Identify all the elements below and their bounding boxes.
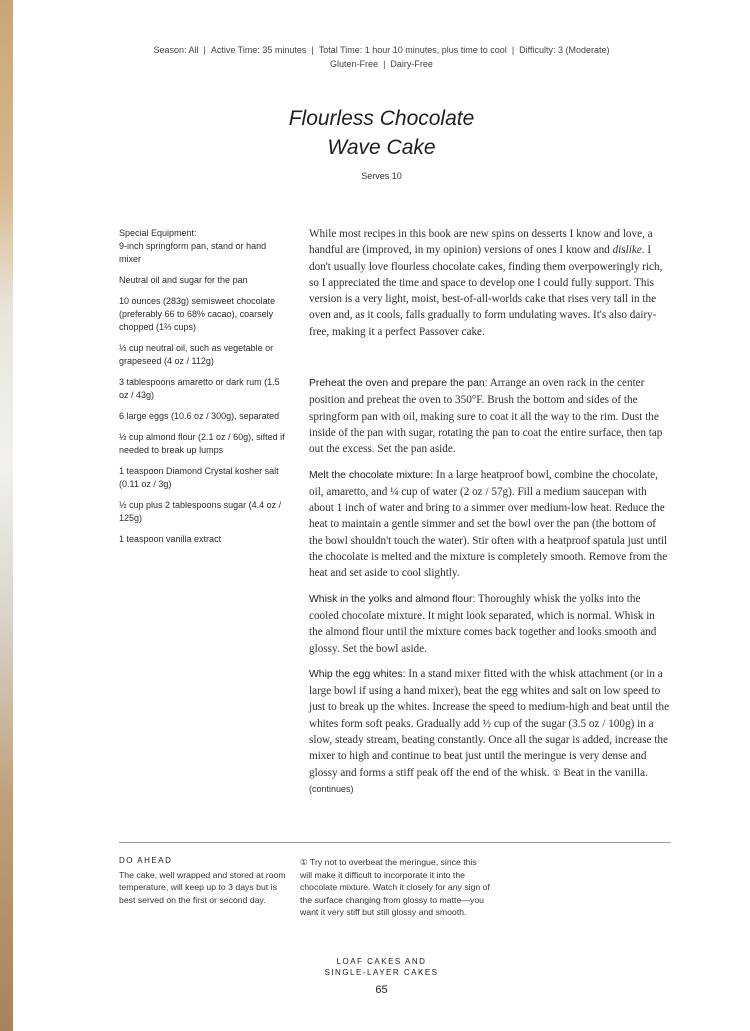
continues-label: (continues) xyxy=(309,783,354,794)
meta-active-time: Active Time: 35 minutes xyxy=(210,45,307,55)
ingredient-item xyxy=(119,410,289,423)
meta-total-time: Total Time: 1 hour 10 minutes, plus time to cool xyxy=(318,45,507,55)
step-melt xyxy=(309,467,671,582)
step-heading: Preheat the oven and prepare the pan: xyxy=(309,378,488,390)
step-text: Thoroughly whisk the yolks into the cooled chocolate mixture. It might look separated, which is normal. Whisk in the almond flour until the mixture comes back together and looks smooth and glossy. Set the bowl aside. xyxy=(309,592,657,655)
footnote-number: ① xyxy=(300,857,308,867)
ingredient-detail: (1.5 oz / 43g) xyxy=(119,377,280,400)
title-line-1: Flourless Chocolate xyxy=(288,107,475,130)
step-text: Arrange an oven rack in the center position and preheat the oven to 350°F. Brush the bottom and sides of the springform pan with oil, making sure to coat it all the way to the rim. Dust the inside of the pan with sugar, rotating the pan to coat the entire surface, then tap out the excess. Set the pan aside. xyxy=(309,377,663,456)
equipment-text: 9-inch springform pan, stand or hand mixer xyxy=(119,241,267,264)
intro-paragraph xyxy=(309,226,671,340)
ingredient-name: 3 tablespoons amaretto or dark rum xyxy=(119,377,262,387)
footnote-marker: ① xyxy=(552,767,561,778)
book-page xyxy=(13,0,750,1031)
meta-gluten-free: Gluten-Free xyxy=(330,59,379,69)
intro-italic: dislike xyxy=(612,244,642,257)
ingredient-item xyxy=(119,342,289,368)
meta-line-2 xyxy=(13,57,750,71)
intro-text: While most recipes in this book are new spins on desserts I know and love, a handful are (improved, in my opinion) versions of ones I know and xyxy=(309,228,653,257)
ingredient-name: 6 large eggs xyxy=(119,411,169,421)
footnote xyxy=(300,856,490,919)
ingredient-item xyxy=(119,274,289,287)
step-text: In a large heatproof bowl, combine the chocolate, oil, amaretto, and ¼ cup of water (2 oz / 57g). Fill a medium saucepan with about 1 inch of water and bring to a simmer over medium-low heat. Reduce the heat to maintain a gentle simmer and set the bowl over the pan (the bottom of the bowl shouldn't touch the water). Stir often with a heatproof spatula just until the chocolate is melted and the mixture is completely smooth. Remove from the heat and set aside to cool slightly. xyxy=(309,468,668,580)
recipe-meta xyxy=(13,43,750,71)
do-ahead xyxy=(119,855,289,906)
step-whip xyxy=(309,666,671,797)
ingredient-item xyxy=(119,295,289,334)
meta-separator: | xyxy=(383,59,386,69)
step-heading: Whip the egg whites: xyxy=(309,668,406,680)
method-column xyxy=(309,226,671,806)
ingredient-item xyxy=(119,431,289,457)
ingredient-item xyxy=(119,533,289,546)
title-line-2: Wave Cake xyxy=(327,136,436,159)
serves: Serves 10 xyxy=(361,171,402,181)
ingredient-name: ½ cup neutral oil, xyxy=(119,343,188,353)
do-ahead-text: The cake, well wrapped and stored at room temperature, will keep up to 3 days but is best served on the first or second day. xyxy=(119,869,286,905)
ingredient-detail: (2.1 oz / 60g), sifted if needed to break up lumps xyxy=(119,432,285,455)
meta-line-1 xyxy=(13,43,750,57)
meta-difficulty: Difficulty: 3 (Moderate) xyxy=(519,45,610,55)
meta-separator: | xyxy=(311,45,314,55)
equipment-label: Special Equipment: xyxy=(119,228,197,238)
meta-separator: | xyxy=(203,45,206,55)
ingredient-name: 1 teaspoon Diamond Crystal kosher salt xyxy=(119,466,279,476)
ingredient-name: 10 ounces (283g) semisweet chocolate xyxy=(119,296,276,306)
recipe-title xyxy=(13,104,750,162)
ingredient-detail: (10.6 oz / 300g), separated xyxy=(168,411,280,421)
ingredient-name: ½ cup almond flour xyxy=(119,432,196,442)
footnote-text: Try not to overbeat the meringue, since this will make it difficult to incorporate it into the chocolate mixture. Watch it closely for any sign of the surface changing from glossy to matte—you want it very stiff but still glossy and smooth. xyxy=(300,857,490,918)
section-line-1: LOAF CAKES AND xyxy=(336,957,427,966)
ingredient-item xyxy=(119,465,289,491)
do-ahead-label: DO AHEAD xyxy=(119,856,173,865)
meta-separator: | xyxy=(511,45,515,55)
step-heading: Whisk in the yolks and almond flour: xyxy=(309,593,476,605)
ingredient-name: 1 teaspoon vanilla extract xyxy=(119,534,222,544)
divider xyxy=(119,842,671,843)
section-line-2: SINGLE-LAYER CAKES xyxy=(324,968,439,977)
ingredient-detail: (preferably 66 to 68% cacao), coarsely chopped (1⅔ cups) xyxy=(119,309,274,332)
meta-season: Season: All xyxy=(153,45,199,55)
meta-dairy-free: Dairy-Free xyxy=(390,59,433,69)
ingredients-column xyxy=(119,227,289,554)
step-text: Beat in the vanilla. xyxy=(560,766,648,779)
step-heading: Melt the chocolate mixture: xyxy=(309,469,434,481)
intro-text: . I don't usually love flourless chocolate cakes, finding them overpoweringly rich, so I appreciated the time and space to develop one I could fully support. This version is a very light, moist, best-of-all-worlds cake that rises very tall in the oven and, as it cools, falls gradually to form undulating waves. It's also dairy-free, making it a perfect Passover cake. xyxy=(309,244,663,338)
ingredient-detail: (0.11 oz / 3g) xyxy=(119,479,172,489)
ingredient-item xyxy=(119,376,289,402)
ingredient-detail: (4.4 oz / 125g) xyxy=(119,500,282,523)
step-text: In a stand mixer fitted with the whisk attachment (or in a large bowl if using a hand mixer), beat the egg whites and salt on low speed to just to break up the whites. Increase the speed to medium-high and beat until the whites form soft peaks. Gradually add ½ cup of the sugar (3.5 oz / 100g) in a slow, steady stream, beating constantly. Once all the sugar is added, increase the mixer to high and continue to beat just until the meringue is very dense and glossy and forms a stiff peak off the end of the whisk. xyxy=(309,667,670,779)
ingredient-name: Neutral oil and sugar for the pan xyxy=(119,275,248,285)
photo-edge xyxy=(0,0,13,1031)
step-whisk xyxy=(309,591,671,657)
page-number: 65 xyxy=(375,984,388,996)
section-label xyxy=(13,956,750,978)
ingredient-detail: such as vegetable or grapeseed (4 oz / 112g) xyxy=(119,343,274,366)
ingredient-item xyxy=(119,499,289,525)
special-equipment xyxy=(119,227,289,266)
step-preheat xyxy=(309,375,671,457)
ingredient-name: ½ cup plus 2 tablespoons sugar xyxy=(119,500,247,510)
